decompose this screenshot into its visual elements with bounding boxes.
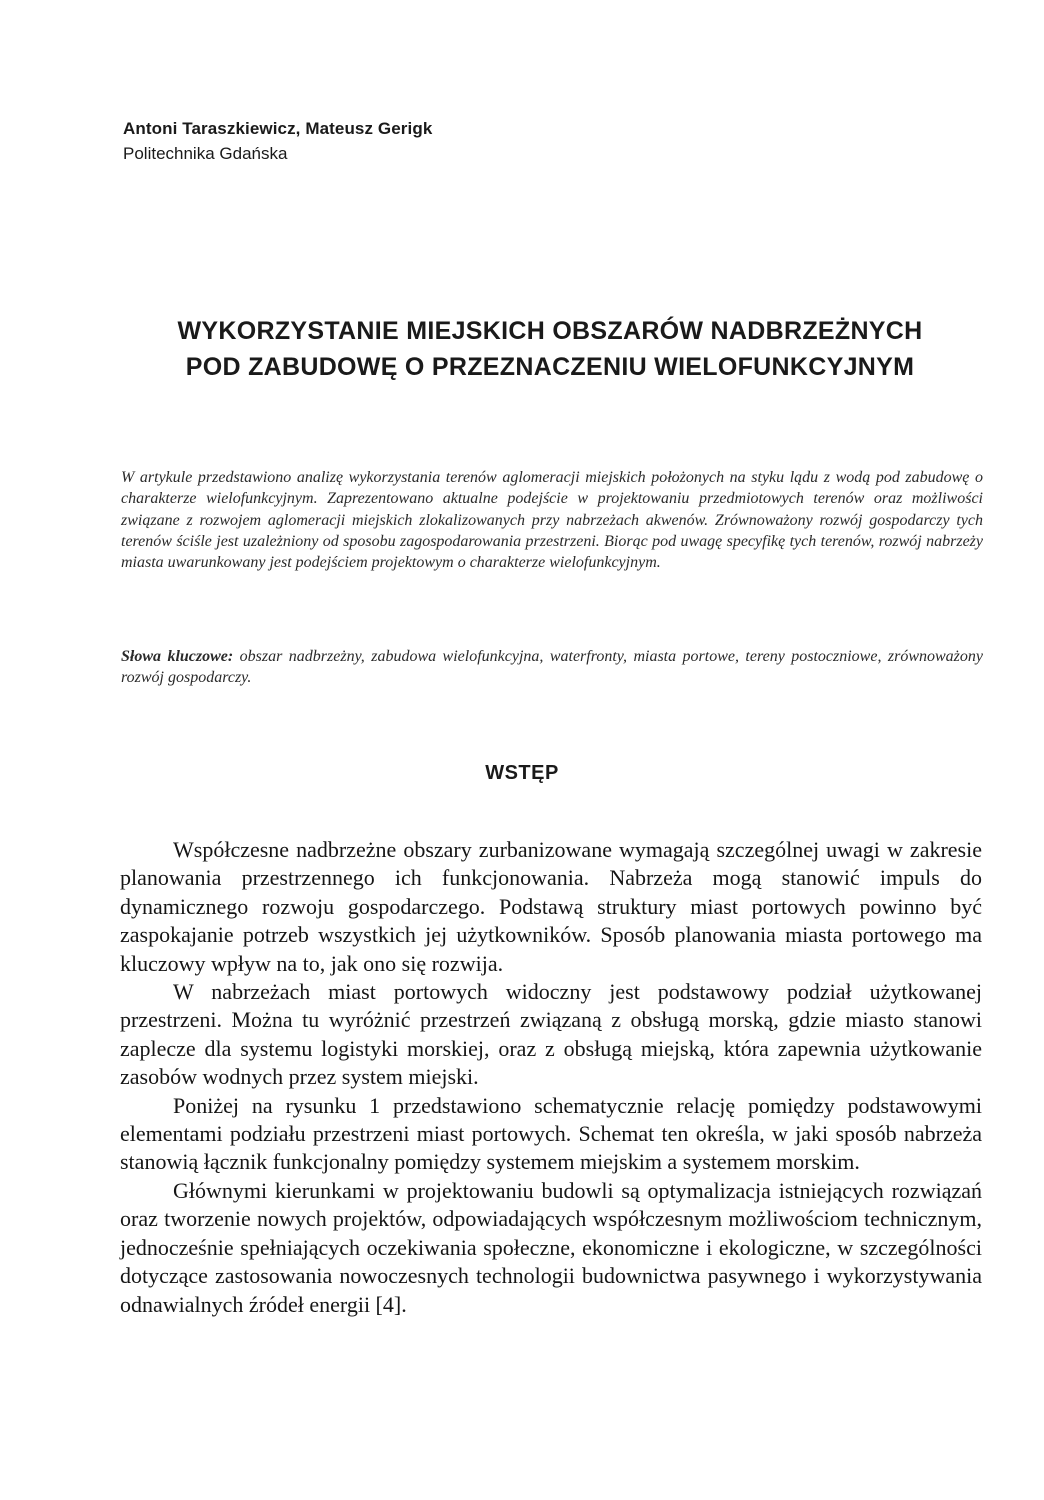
paragraph: W nabrzeżach miast portowych widoczny jest podstawowy podział użytkowanej przestrzeni. Można tu wyróżnić przestrzeń związaną z obsługą morską, gdzie miasto stanowi zaplecze dla systemu logistyki morskiej, oraz z obsługą miejską, która zapewnia użytkowanie zasobów wodnych przez system miejski. — [120, 979, 982, 1090]
title-line-1: WYKORZYSTANIE MIEJSKICH OBSZARÓW NADBRZEŻNYCH — [177, 317, 923, 345]
paper-title — [120, 313, 980, 385]
title-line-2: POD ZABUDOWĘ O PRZEZNACZENIU WIELOFUNKCYJNYM — [185, 353, 915, 381]
paragraph: Poniżej na rysunku 1 przedstawiono schematycznie relację pomiędzy podstawowymi elementami podziału przestrzeni miast portowych. Schemat ten określa, w jaki sposób nabrzeża stanowią łącznik funkcjonalny pomiędzy systemem miejskim a systemem morskim. — [120, 1092, 982, 1175]
body-text — [120, 836, 982, 1319]
affiliation: Politechnika Gdańska — [123, 144, 288, 163]
abstract: W artykule przedstawiono analizę wykorzystania terenów aglomeracji miejskich położonych na styku lądu z wodą pod zabudowę o charakterze wielofunkcyjnym. Zaprezentowano aktualne podejście w projektowaniu przedmiotowych terenów oraz możliwości związane z rozwojem aglomeracji miejskich zlokalizowanych przy nabrzeżach akwenów. Zrównoważony rozwój gospodarczy tych terenów ściśle jest uzależniony od sposobu zagospodarowania przestrzeni. Biorąc pod uwagę specyfikę tych terenów, rozwój nabrzeży miasta uwarunkowany jest podejściem projektowym o charakterze wielofunkcyjnym. — [121, 469, 983, 572]
authors: Antoni Taraszkiewicz, Mateusz Gerigk — [123, 119, 433, 138]
keywords — [121, 646, 983, 689]
paragraph: Głównymi kierunkami w projektowaniu budowli są optymalizacja istniejących rozwiązań oraz tworzenie nowych projektów, odpowiadających współczesnym możliwościom technicznym, jednocześnie spełniających oczekiwania społeczne, ekonomiczne i ekologiczne, w szczególności dotyczące zastosowania nowoczesnych technologii budownictwa pasywnego i wykorzystywania odnawialnych źródeł energii [4]. — [120, 1177, 982, 1317]
keywords-list: obszar nadbrzeżny, zabudowa wielofunkcyjna, waterfronty, miasta portowe, tereny postoczniowe, zrównoważony rozwój gospodarczy. — [121, 648, 984, 687]
section-heading: WSTĘP — [485, 762, 559, 784]
paragraph: Współczesne nadbrzeżne obszary zurbanizowane wymagają szczególnej uwagi w zakresie planowania przestrzennego ich funkcjonowania. Nabrzeża mogą stanowić impuls do dynamicznego rozwoju gospodarczego. Podstawą struktury miast portowych powinno być zaspokajanie potrzeb wszystkich jej użytkowników. Sposób planowania miasta portowego ma kluczowy wpływ na to, jak ono się rozwija. — [120, 837, 982, 976]
keywords-label: Słowa kluczowe: — [121, 648, 234, 665]
